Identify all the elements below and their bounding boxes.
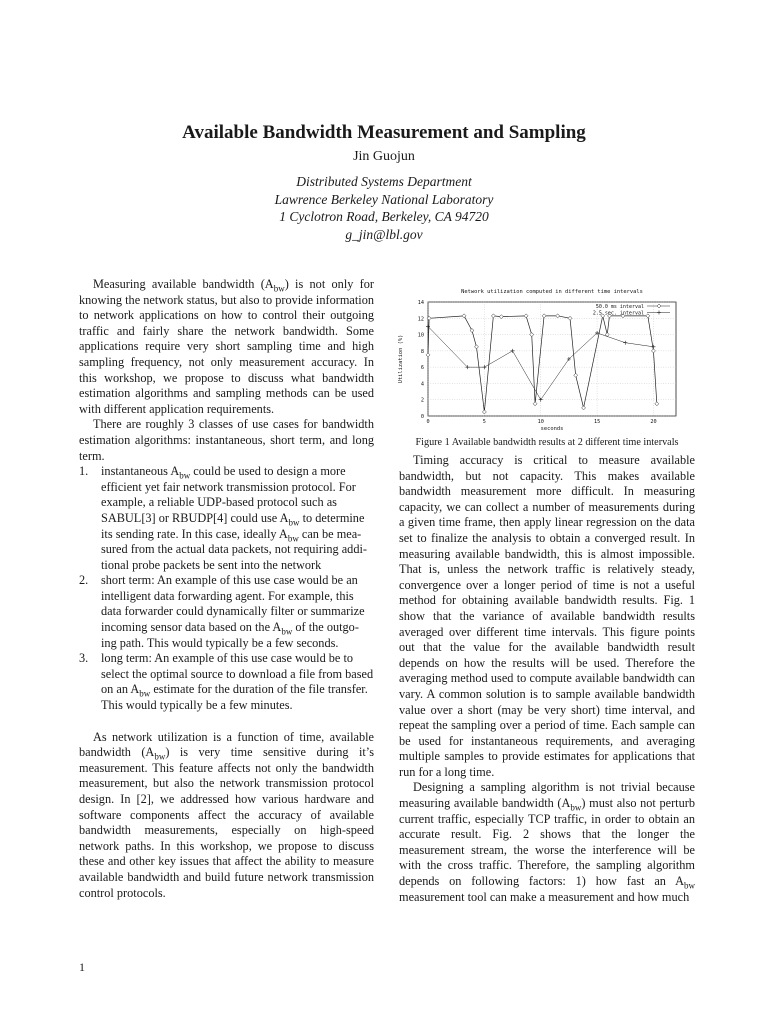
chart-point bbox=[623, 341, 627, 345]
chart-title: Network utilization computed in different time intervals bbox=[461, 289, 643, 295]
chart-x-tick: 0 bbox=[426, 419, 430, 425]
page-number: 1 bbox=[79, 960, 85, 974]
affiliation-lab: Lawrence Berkeley National Laboratory bbox=[274, 191, 494, 207]
use-case-list bbox=[79, 464, 374, 714]
chart-point bbox=[482, 410, 486, 414]
chart-point bbox=[491, 314, 495, 318]
utilization-chart bbox=[392, 284, 692, 432]
chart-y-tick: 10 bbox=[417, 332, 424, 339]
chart-x-label: seconds bbox=[540, 426, 564, 432]
chart-point bbox=[499, 315, 503, 319]
chart-x-tick: 15 bbox=[593, 419, 601, 425]
chart-x-tick: 10 bbox=[537, 419, 544, 425]
network-utilization-paragraph: As network utilization is a function of time, available bandwidth $(A_{bw})$ is very time sensitive during it’s measurement. This feature affects not only the bandwidth measurement, but also the network transmission protocol design. In [2], we addressed how various hardware and software components affect the accuracy of available bandwidth measurements, especially on high-speed network paths. In this workshop, we propose to discuss these and other key issues that affect the ability to measure available bandwidth and build future network transmission control protocols. bbox=[79, 729, 374, 900]
author-name: Jin Guojun bbox=[353, 149, 415, 164]
use-case-item: 3. long term: An example of this use case would be to select the optimal source to download a file from based on an $A_{bw}$ estimate for the duration of the file transfer. This would typically be a few minutes. bbox=[79, 651, 374, 713]
chart-point bbox=[542, 314, 546, 318]
chart-point bbox=[568, 316, 572, 320]
chart-y-tick: 2 bbox=[420, 397, 424, 404]
chart-y-tick: 0 bbox=[420, 414, 424, 420]
affiliation-block bbox=[0, 173, 768, 243]
chart-point bbox=[574, 373, 578, 377]
figure-caption: Figure 1 Available bandwidth results at 2 different time intervals bbox=[415, 437, 679, 448]
affiliation-department: Distributed Systems Department bbox=[296, 174, 472, 189]
classes-intro-paragraph: There are roughly 3 classes of use cases for bandwidth estimation algorithms: instantaneous, short term, and long term. bbox=[79, 417, 374, 463]
chart-frame bbox=[428, 302, 676, 416]
use-case-item: 1. instantaneous $A_{bw}$ could be used to design a more efficient yet fair network transmission protocol. For example, a reliable UDP-based protocol such as SABUL[3] or RBUDP[4] could use $A_{bw}$ to determine its sending rate. In this case, ideally $A_{bw}$ can be mea-sured from the actual data packets, not requiring addi-tional probe packets be sent into the network bbox=[79, 464, 367, 572]
chart-legend-label: 50.0 ms interval bbox=[595, 303, 644, 310]
timing-paragraph: Timing accuracy is critical to measure available bandwidth, but not capacity. This makes available bandwidth measurement more difficult. In measuring capacity, we can collect a number of measurements during a given time frame, then apply linear regression on the data set to finalize the analysis to obtain a converged result. In measuring available bandwidth, this is almost impossible. That is, unless the network traffic is relatively steady, convergence over a longer period of time is not a useful method for obtaining available bandwidth results. Fig. 1 show that the variance of available bandwidth results averaged over different time intervals. This figure points out that the value for the available bandwidth result depends on how the results will be used. Therefore the averaging method used to compute available bandwidth can vary. A common solution is to sample available bandwidth value over a short (may be very short) time interval, and repeat the sampling over a period of time. Each sample can be used for instantaneous requirements, and averaging multiple samples to provide estimates for applications that run for a long time. bbox=[399, 453, 695, 779]
use-case-item: 2. short term: An example of this use case would be an intelligent data forwarding agent. For example, this data forwarder could dynamically filter or summarize incoming sensor data based on the $A_{bw}$ of the outgo-ing path. This would typically be a few seconds. bbox=[79, 573, 365, 650]
affiliation-email: g_jin@lbl.gov bbox=[345, 226, 423, 242]
left-column bbox=[79, 277, 374, 901]
sampling-paragraph: Designing a sampling algorithm is not trivial because measuring available bandwidth $(A_{bw})$ must also not perturb current traffic, especially TCP traffic, in order to obtain an accurate result. Fig. 2 shows that the longer the measurement stream, the worse the interference will be with the cross traffic. Therefore, the sampling algorithm depends on following factors: 1) how fast an $A_{bw}$ measurement tool can make a measurement and how much bbox=[399, 780, 695, 904]
affiliation-address: 1 Cyclotron Road, Berkeley, CA 94720 bbox=[279, 209, 489, 224]
chart-legend-marker bbox=[657, 304, 661, 308]
chart-point bbox=[426, 353, 430, 357]
chart-point bbox=[655, 402, 659, 406]
chart-point bbox=[482, 365, 486, 369]
chart-point bbox=[651, 345, 655, 349]
figure-1 bbox=[392, 284, 692, 432]
chart-y-tick: 4 bbox=[420, 381, 424, 388]
intro-paragraph: Measuring available bandwidth $(A_{bw})$ is not only for knowing the network status, but also to provide information to network applications on how to control their outgoing traffic and fairly share the network bandwidth. Some applications require very short sampling time and high sampling frequency, not only measurement accuracy. In this workshop, we propose to discuss what bandwidth estimation algorithms and sampling methods can be used with different application requirements. bbox=[79, 277, 374, 416]
chart-point bbox=[511, 349, 515, 353]
chart-y-tick: 6 bbox=[420, 365, 424, 372]
chart-point bbox=[524, 314, 528, 318]
paper-title: Available Bandwidth Measurement and Sampling bbox=[182, 122, 586, 143]
chart-y-tick: 12 bbox=[417, 316, 424, 323]
chart-point bbox=[556, 314, 560, 318]
right-column bbox=[399, 453, 695, 905]
chart-legend-label: 2.5 sec. interval bbox=[592, 310, 644, 317]
chart-point bbox=[474, 345, 478, 349]
chart-point bbox=[530, 333, 534, 337]
chart-point bbox=[462, 314, 466, 318]
chart-point bbox=[533, 402, 537, 406]
chart-point bbox=[651, 349, 655, 353]
chart-x-tick: 5 bbox=[482, 419, 486, 425]
chart-legend-marker bbox=[657, 311, 661, 315]
chart-y-tick: 8 bbox=[420, 348, 424, 355]
chart-point bbox=[539, 398, 543, 402]
chart-y-label: Utilization (%) bbox=[398, 334, 404, 384]
chart-point bbox=[470, 329, 474, 333]
chart-point bbox=[646, 314, 650, 318]
chart-x-tick: 20 bbox=[650, 419, 657, 425]
chart-y-tick: 14 bbox=[417, 300, 424, 306]
chart-point bbox=[582, 406, 586, 410]
